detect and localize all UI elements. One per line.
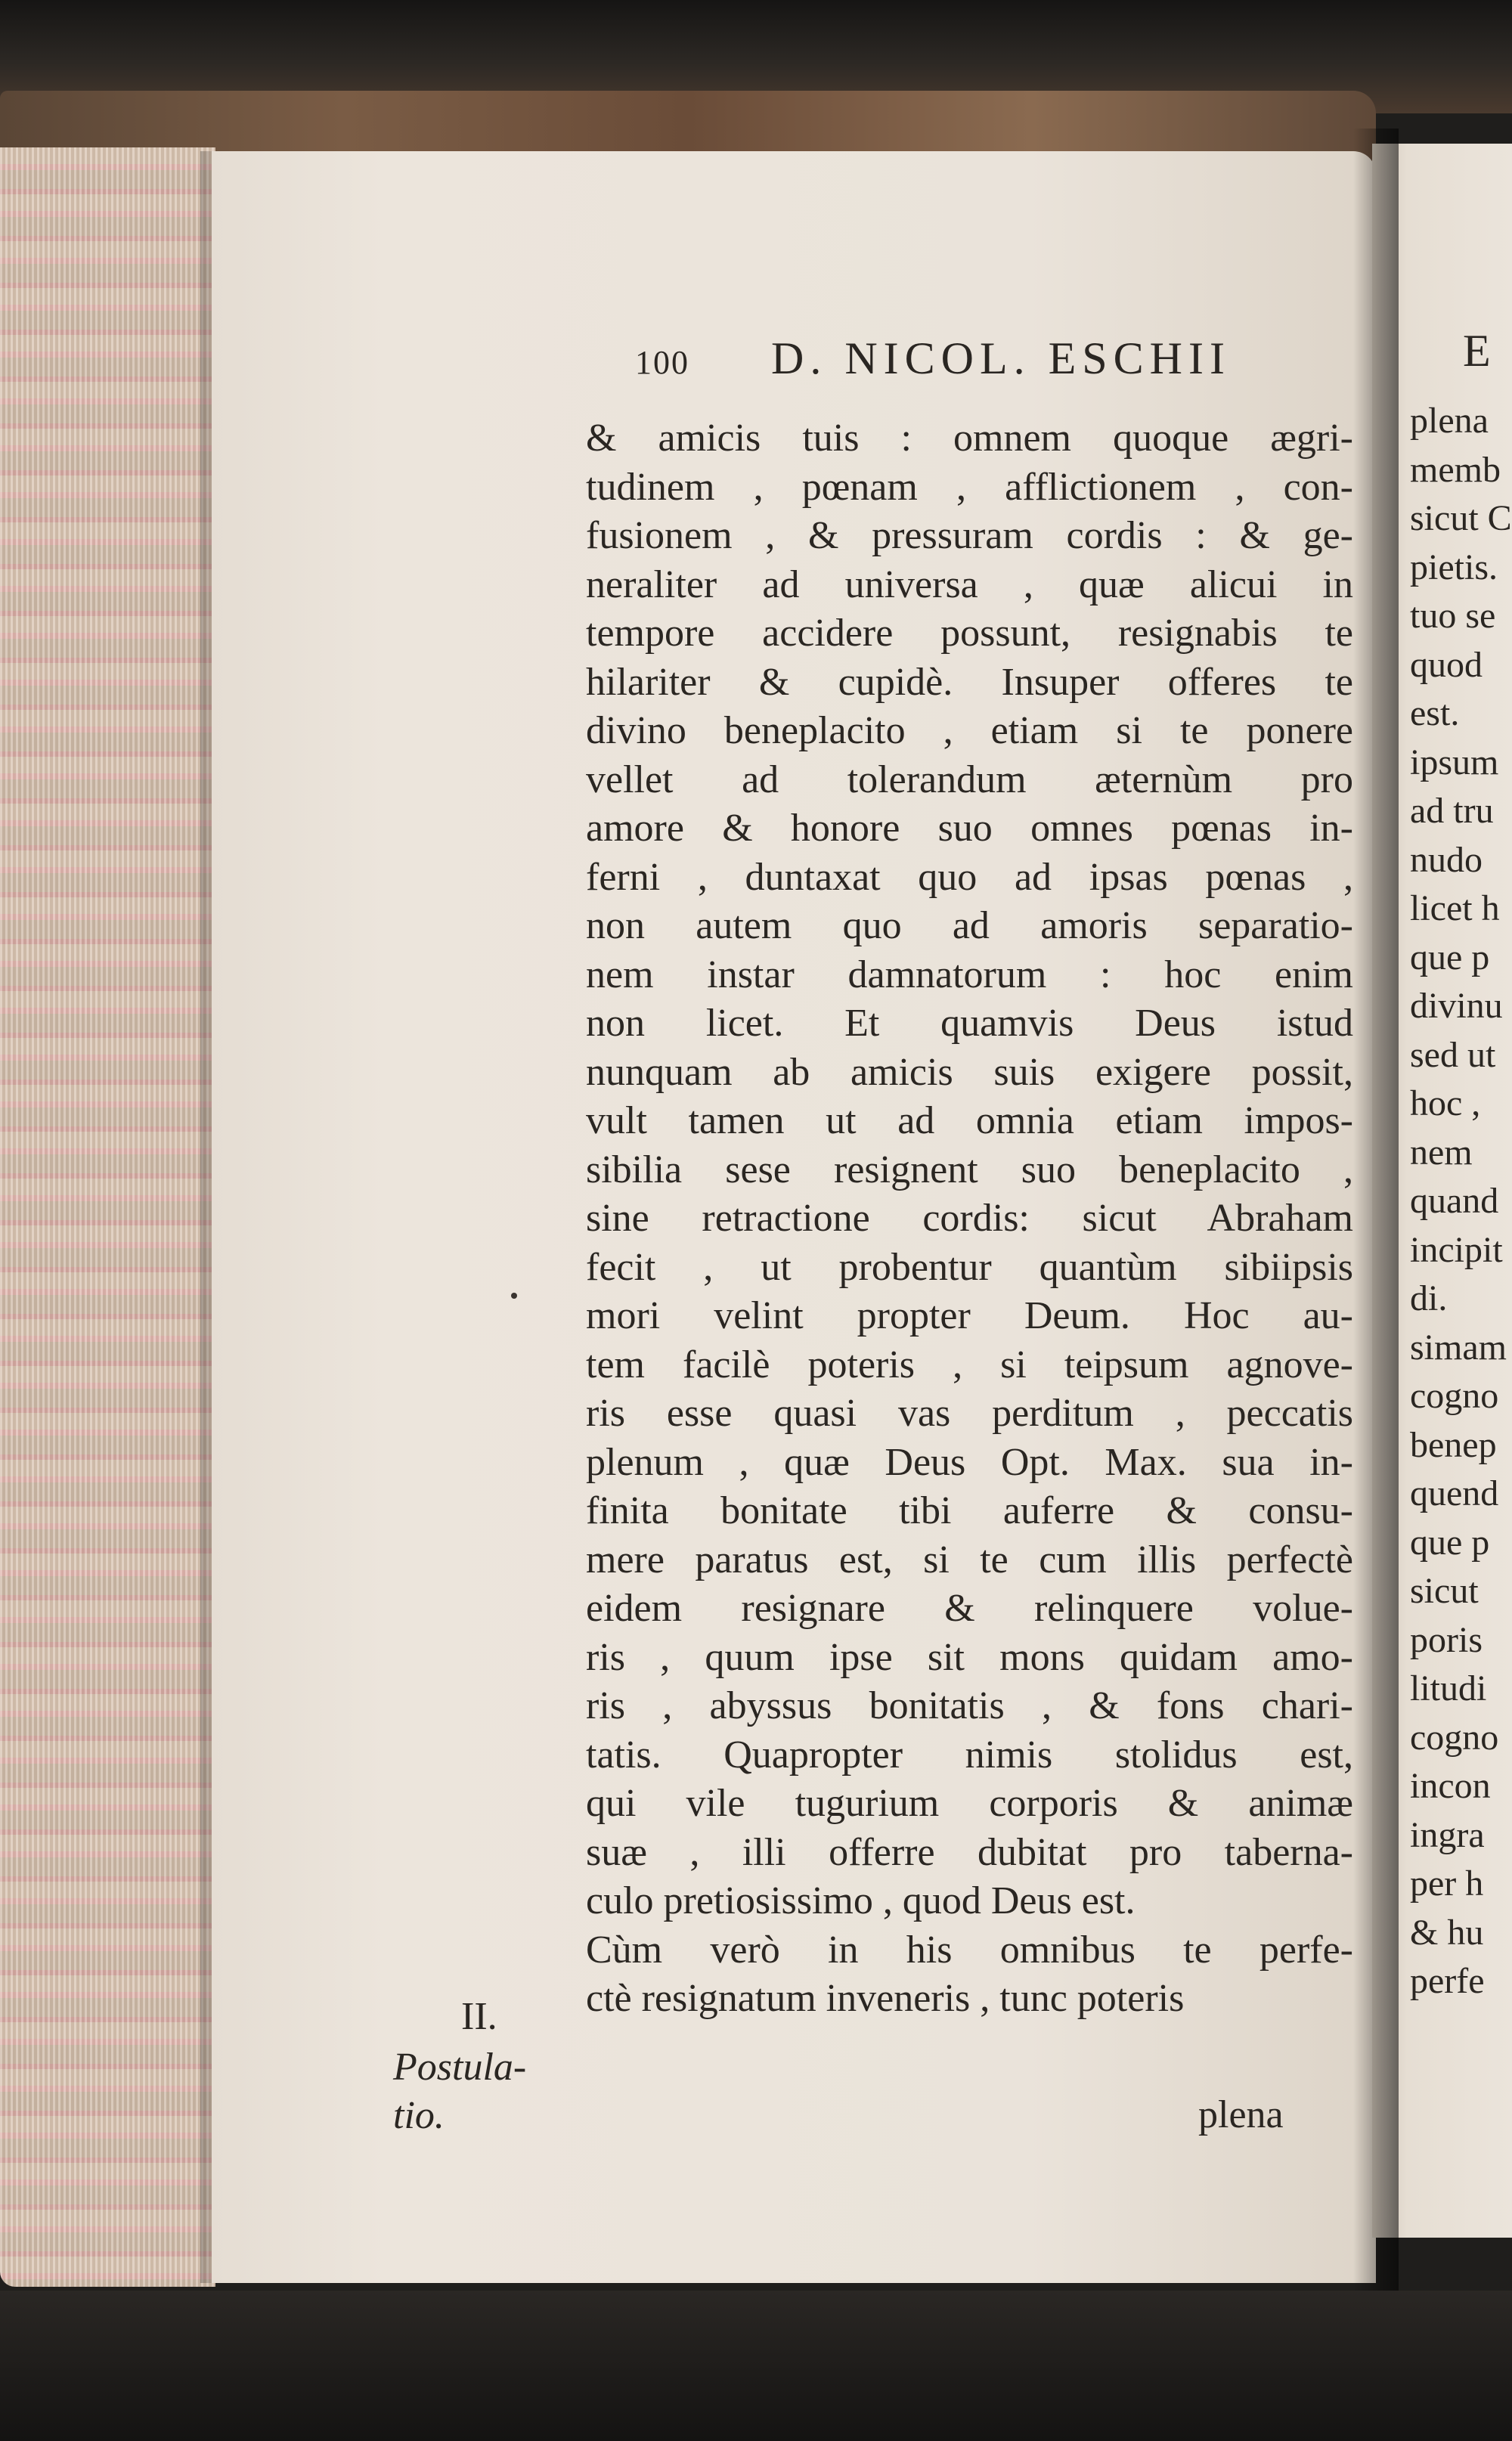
catchword: plena <box>1198 2093 1284 2136</box>
right-text-line: quod <box>1410 644 1483 685</box>
right-text-line: simam <box>1410 1327 1507 1368</box>
text-line: ris , abyssus bonitatis , & fons chari- <box>586 1684 1353 1727</box>
text-line: eidem resignare & relinquere volue- <box>586 1587 1353 1630</box>
right-text-line: quend <box>1410 1473 1499 1513</box>
text-line: hilariter & cupidè. Insuper offeres te <box>586 660 1353 704</box>
right-text-line: licet h <box>1410 888 1500 928</box>
right-text-line: ingra <box>1410 1814 1485 1855</box>
right-page-header: E <box>1463 326 1491 376</box>
right-text-line: cogno <box>1410 1376 1499 1416</box>
margin-note <box>393 2043 575 2140</box>
margin-note-line: tio. <box>393 2094 445 2137</box>
text-line: finita bonitate tibi auferre & consu- <box>586 1489 1353 1532</box>
right-text-line: ad tru <box>1410 791 1494 831</box>
text-line: ris esse quasi vas perditum , peccatis <box>586 1392 1353 1435</box>
text-line: fecit , ut probentur quantùm sibiipsis <box>586 1245 1353 1289</box>
text-line: Cùm verò in his omnibus te perfe- <box>586 1928 1353 1972</box>
right-text-line: que p <box>1410 1522 1490 1563</box>
text-line: tempore accidere possunt, resignabis te <box>586 612 1353 655</box>
ink-dot <box>511 1293 517 1299</box>
text-line: nem instar damnatorum : hoc enim <box>586 953 1353 996</box>
text-line: fusionem , & pressuram cordis : & ge- <box>586 514 1353 557</box>
right-text-line: & hu <box>1410 1912 1484 1953</box>
right-text-line: per h <box>1410 1863 1484 1904</box>
margin-note-line: Postula- <box>393 2046 527 2089</box>
text-line: sibilia sese resignent suo beneplacito , <box>586 1148 1353 1191</box>
text-line: ctè resignatum inveneris , tunc poteris <box>586 1977 1185 2020</box>
text-line: ferni , duntaxat quo ad ipsas pœnas , <box>586 855 1353 899</box>
book-gutter <box>1353 129 1399 2298</box>
text-line: suæ , illi offerre dubitat pro taberna- <box>586 1830 1353 1874</box>
text-line: vult tamen ut ad omnia etiam impos- <box>586 1099 1353 1142</box>
running-head: D. NICOL. ESCHII <box>771 333 1231 383</box>
text-line: nunquam ab amicis suis exigere possit, <box>586 1050 1353 1094</box>
right-text-line: memb <box>1410 449 1501 490</box>
right-text-line: cogno <box>1410 1717 1499 1758</box>
right-text-line: perfe <box>1410 1961 1485 2001</box>
text-line: & amicis tuis : omnem quoque ægri- <box>586 417 1353 460</box>
page-number: 100 <box>635 344 689 381</box>
text-line: non autem quo ad amoris separatio- <box>586 904 1353 947</box>
right-text-line: ipsum <box>1410 742 1499 782</box>
right-text-line: incipit <box>1410 1229 1503 1270</box>
right-text-line: que p <box>1410 937 1490 977</box>
text-line: ris , quum ipse sit mons quidam amo- <box>586 1635 1353 1679</box>
text-line: mere paratus est, si te cum illis perfectè <box>586 1538 1353 1581</box>
right-text-line: poris <box>1410 1619 1483 1660</box>
text-line: tatis. Quapropter nimis stolidus est, <box>586 1733 1353 1777</box>
right-page-text <box>1410 397 1512 2006</box>
text-line: tudinem , pœnam , afflictionem , con- <box>586 465 1353 509</box>
right-text-line: hoc , <box>1410 1083 1481 1123</box>
text-line: qui vile tugurium corporis & animæ <box>586 1782 1353 1825</box>
book-cover-bottom <box>0 2291 1512 2441</box>
page-header <box>635 333 1346 393</box>
right-text-line: sed ut <box>1410 1034 1496 1075</box>
right-text-line: tuo se <box>1410 596 1496 636</box>
right-text-line: benep <box>1410 1424 1497 1465</box>
text-line: plenum , quæ Deus Opt. Max. sua in- <box>586 1440 1353 1484</box>
right-text-line: nudo <box>1410 839 1483 880</box>
right-text-line: plena <box>1410 401 1489 441</box>
right-text-line: divinu <box>1410 986 1503 1026</box>
body-text <box>586 414 1353 2024</box>
right-text-line: sicut <box>1410 1571 1479 1611</box>
right-text-line: incon <box>1410 1766 1491 1806</box>
text-line: tem facilè poteris , si teipsum agnove- <box>586 1343 1353 1386</box>
right-text-line: pietis. <box>1410 547 1498 587</box>
page-edges-block <box>0 147 215 2287</box>
right-text-line: quand <box>1410 1181 1499 1221</box>
right-text-line: est. <box>1410 693 1460 733</box>
text-line: neraliter ad universa , quæ alicui in <box>586 562 1353 606</box>
right-text-line: nem <box>1410 1132 1473 1172</box>
text-line: divino beneplacito , etiam si te ponere <box>586 709 1353 752</box>
text-line: non licet. Et quamvis Deus istud <box>586 1002 1353 1045</box>
text-line: culo pretiosissimo , quod Deus est. <box>586 1879 1136 1922</box>
right-text-line: di. <box>1410 1278 1448 1318</box>
right-text-line: sicut C <box>1410 498 1512 538</box>
margin-section-number: II. <box>461 1995 497 2038</box>
text-line: sine retractione cordis: sicut Abraham <box>586 1197 1353 1240</box>
text-line: amore & honore suo omnes pœnas in- <box>586 807 1353 850</box>
right-text-line: litudi <box>1410 1668 1487 1708</box>
text-line: mori velint propter Deum. Hoc au- <box>586 1294 1353 1337</box>
text-line: vellet ad tolerandum æternùm pro <box>586 757 1353 801</box>
